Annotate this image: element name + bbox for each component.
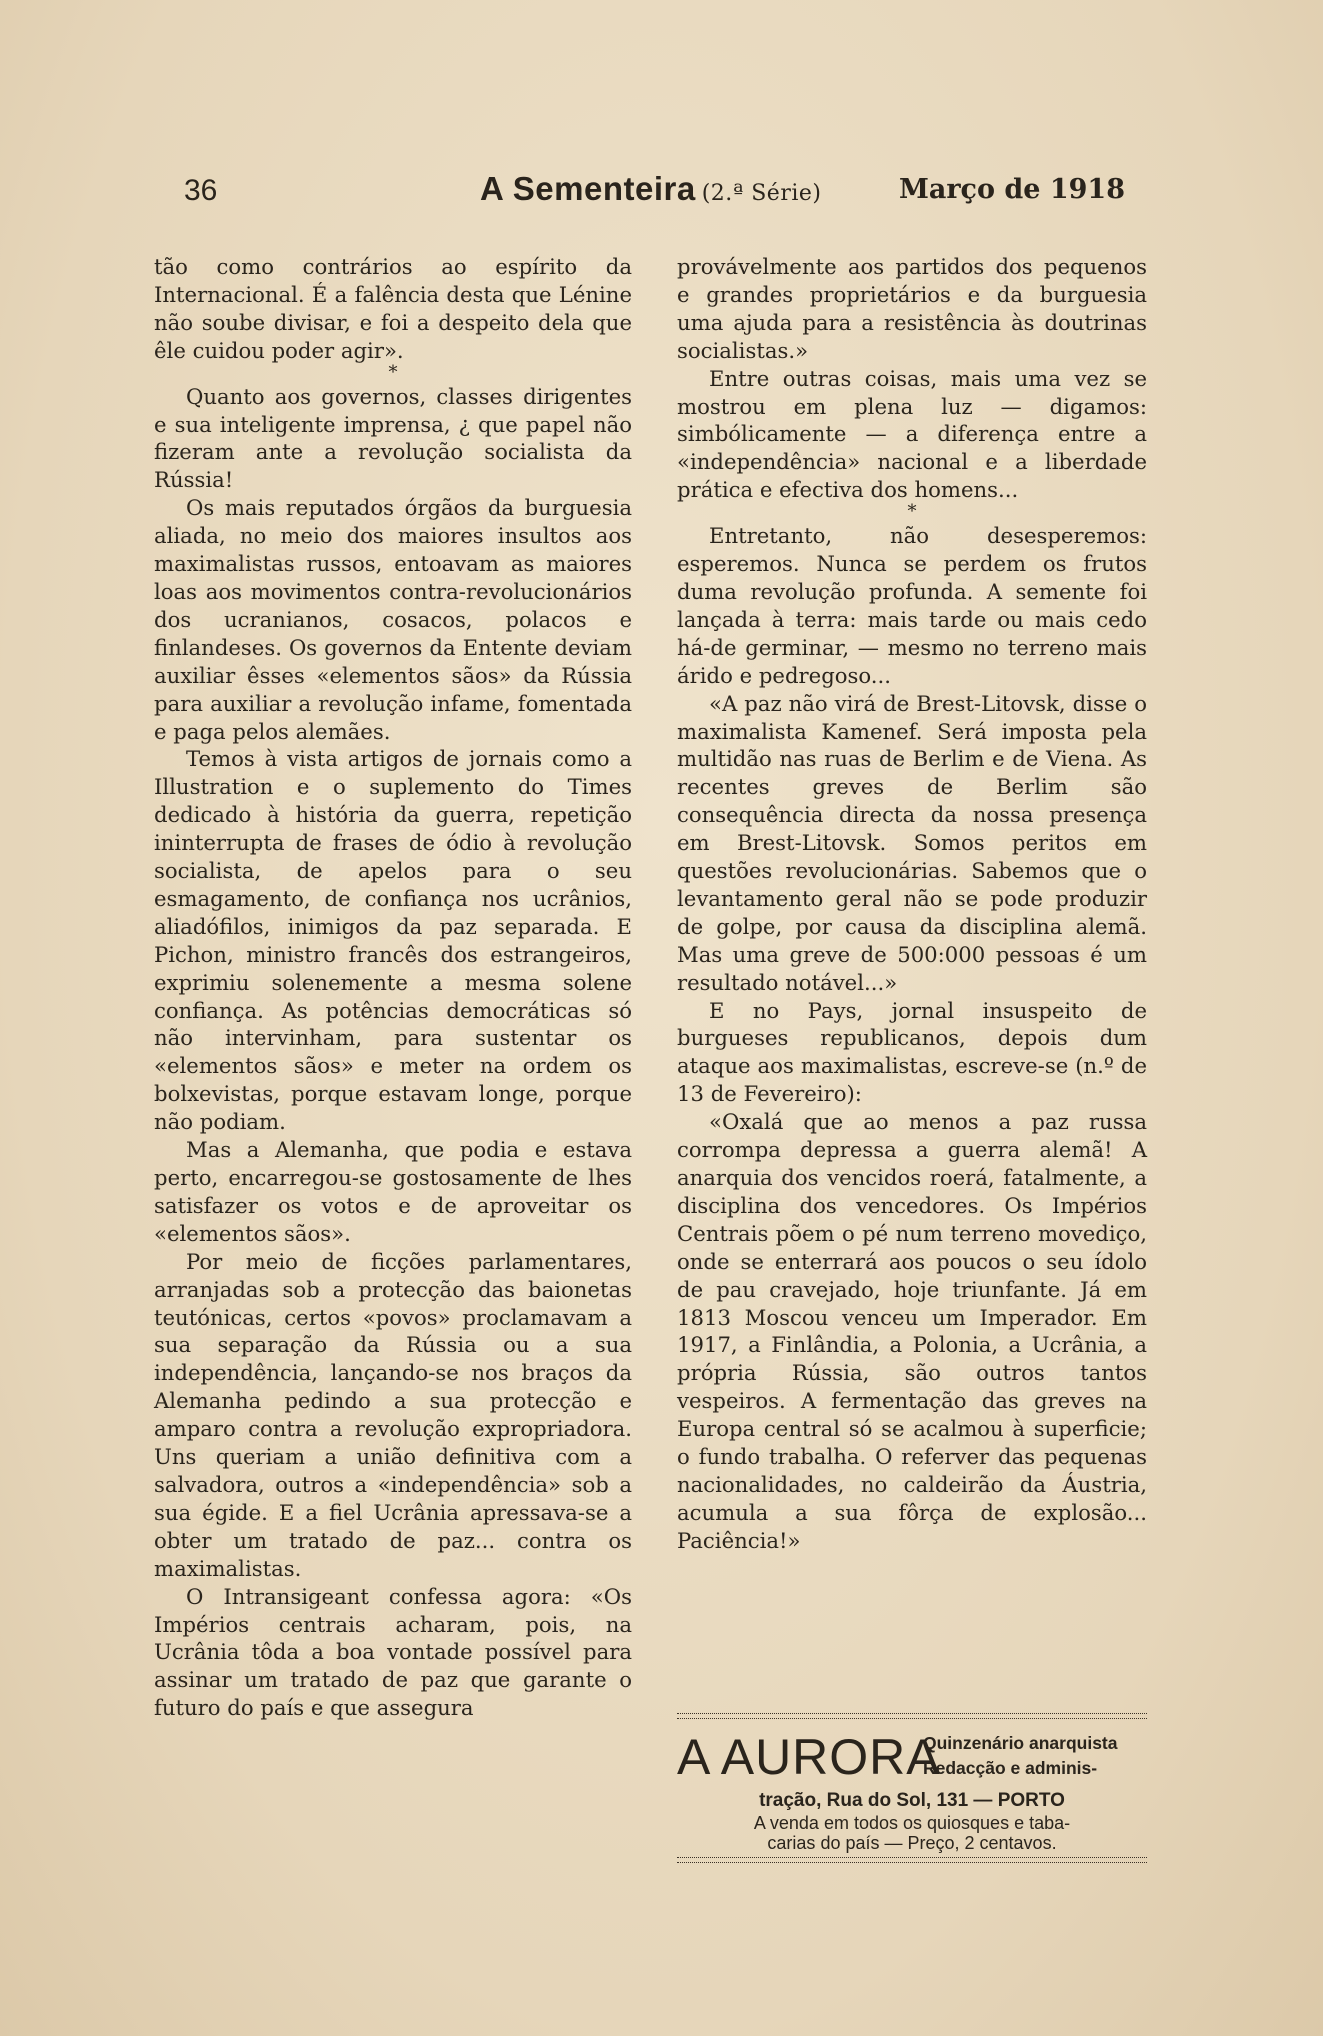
ad-price: carias do país — Preço, 2 centavos. xyxy=(767,1833,1057,1853)
section-separator: * xyxy=(388,361,398,383)
paragraph: tão como contrários ao espírito da Internacional. É a falência desta que Lénine não soube divisar, e foi a despeito dela que êle cuidou poder agir». xyxy=(154,254,632,363)
right-column xyxy=(677,253,1147,1555)
paragraph: Entre outras coisas, mais uma vez se mostrou em plena luz — digamos: simbólicamente — a diferença entre a «independência» nacional e a liberdade prática e efectiva dos homens... xyxy=(677,365,1147,503)
ad-address: tração, Rua do Sol, 131 — PORTO xyxy=(759,1790,1065,1811)
paragraph: Os mais reputados órgãos da burguesia aliada, no meio dos maiores insultos aos maximalistas russos, entoavam as maiores loas aos movimentos contra-revolucionários dos ucranianos, cosacos, polacos e finlandeses. Os governos da Entente deviam auxiliar êsses «elementos sãos» da Rússia para auxiliar a revolução infame, fomentada e paga pelos alemães. xyxy=(154,495,632,744)
paragraph: Temos à vista artigos de jornais como a Illustration e o suplemento do Times dedicado à história da guerra, repetição ininterrupta de frases de ódio à revolução socialista, de apelos para o seu esmagamento, de confiança nos ucrânios, aliadófilos, inimigos da paz separada. E Pichon, ministro francês dos estrangeiros, exprimiu solenemente a mesma solene confiança. As potências democráticas só não intervinham, para sustentar os «elementos sãos» e meter na ordem os bolxevistas, porque estavam longe, porque não podiam. xyxy=(154,746,632,1135)
paragraph: «A paz não virá de Brest-Litovsk, disse o maximalista Kamenef. Será imposta pela multidão nas ruas de Berlim e de Viena. As recentes greves de Berlim são consequência directa da nossa presença em Brest-Litovsk. Somos peritos em questões revolucionárias. Sabemos que o levantamento geral não se pode produzir de golpe, por causa da disciplina alemã. Mas uma greve de 500:000 pessoas é um resultado notável...» xyxy=(677,690,1147,995)
issue-date: Março de 1918 xyxy=(898,174,1125,205)
ad-sale-info: A venda em todos os quiosques e taba- xyxy=(753,1813,1071,1833)
series-label: (2.ª Série) xyxy=(701,181,822,206)
ad-subtitle-line: Redacção e adminis- xyxy=(923,1758,1098,1778)
paragraph: E no Pays, jornal insuspeito de burgueses republicanos, depois dum ataque aos maximalistas, escreve-se (n.º de 13 de Fevereiro): xyxy=(677,997,1147,1107)
section-separator: * xyxy=(907,501,917,523)
page-header xyxy=(150,170,1125,216)
paragraph: «Oxalá que ao menos a paz russa corrompa depressa a guerra alemã! A anarquia dos vencidos roerá, fatalmente, a disciplina dos vencedores. Os Impérios Centrais põem o pé num terreno movediço, onde se enterrará aos poucos o seu ídolo de pau cravejado, hoje triunfante. Já em 1813 Moscou venceu um Imperador. Em 1917, a Finlândia, a Polonia, a Ucrânia, a própria Rússia, são outros tantos vespeiros. A fermentação das greves na Europa central só se acalmou à superficie; o fundo trabalha. O referver das pequenas nacionalidades, no caldeirão da Áustria, acumula a sua fôrça de explosão... Paciência!» xyxy=(677,1109,1147,1553)
page-number: 36 xyxy=(184,174,218,207)
title-text: A Sementeira xyxy=(480,170,696,207)
left-column xyxy=(154,253,632,1722)
aurora-advertisement xyxy=(677,1713,1147,1863)
ad-subtitle-line: Quinzenário anarquista xyxy=(923,1733,1118,1753)
ad-bottom-rule xyxy=(677,1857,1147,1863)
ad-header xyxy=(677,1727,1147,1789)
paragraph: Quanto aos governos, classes dirigentes e sua inteligente imprensa, ¿ que papel não fizeram ante a revolução socialista da Rússia! xyxy=(154,383,632,493)
paragraph: O Intransigeant confessa agora: «Os Impérios centrais acharam, pois, na Ucrânia tôda a boa vontade possível para assinar um tratado de paz que garante o futuro do país e que assegura xyxy=(154,1583,632,1721)
paragraph: Por meio de ficções parlamentares, arranjadas sob a protecção das baionetas teutónicas, certos «povos» proclamavam a sua separação da Rússia ou a sua independência, lançando-se nos braços da Alemanha pedindo a sua protecção e amparo contra a revolução expropriadora. Uns queriam a união definitiva com a salvadora, outros a «independência» sob a sua égide. E a fiel Ucrânia apressava-se a obter um tratado de paz... contra os maximalistas. xyxy=(154,1248,632,1581)
ad-brand: A AURORA xyxy=(677,1729,941,1785)
paragraph: Mas a Alemanha, que podia e estava perto, encarregou-se gostosamente de lhes satisfazer os votos e de aproveitar os «elementos sãos». xyxy=(154,1137,632,1246)
publication-title xyxy=(480,170,821,208)
paragraph: provávelmente aos partidos dos pequenos e grandes proprietários e da burguesia uma ajuda para a resistência às doutrinas socialistas.» xyxy=(677,254,1147,363)
paragraph: Entretanto, não desesperemos: esperemos. Nunca se perdem os frutos duma revolução profunda. A semente foi lançada à terra: mais tarde ou mais cedo há-de germinar, — mesmo no terreno mais árido e pedregoso... xyxy=(677,523,1147,688)
ad-top-rule xyxy=(677,1713,1147,1719)
ad-subtitle xyxy=(923,1731,1147,1781)
